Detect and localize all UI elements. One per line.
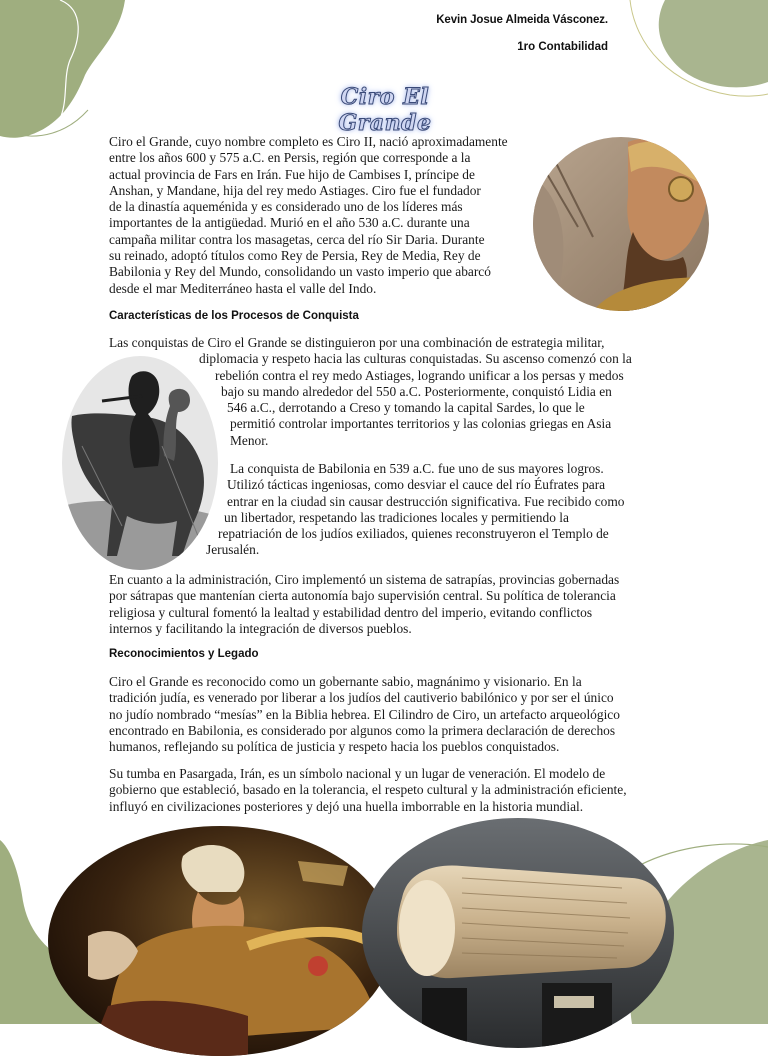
legacy-line: Ciro el Grande es reconocido como un gobernante sabio, magnánimo y visionario. En la [109, 674, 582, 689]
corner-blob-top-right [610, 0, 768, 110]
conquest-line: un libertador, respetando las tradiciones locales y permitiendo la [224, 509, 569, 525]
course-label: 1ro Contabilidad [517, 41, 608, 53]
intro-line: importantes de la antigüedad. Murió en el año 530 a.C. durante una [109, 215, 470, 231]
section-heading-legacy: Reconocimientos y Legado [109, 648, 259, 660]
conquest-line: repatriación de los judíos exiliados, quienes reconstruyeron el Templo de [218, 526, 609, 542]
intro-line: Anshan, y Mandane, hija del rey medo Astiages. Ciro fue el fundador [109, 182, 481, 198]
conquest-line: La conquista de Babilonia en 539 a.C. fue uno de sus mayores logros. [230, 461, 604, 476]
conquest-line: permitió controlar importantes territorios y las colonias griegas en Asia [230, 416, 612, 432]
administration-paragraph [109, 572, 669, 637]
author-name: Kevin Josue Almeida Vásconez. [436, 14, 608, 26]
administration-line: religiosa y cultural fomentó la lealtad y estabilidad dentro del imperio, evitando conflictos [109, 604, 593, 620]
conquest-line: entrar en la ciudad sin causar destrucción significativa. Fue recibido como [227, 493, 625, 509]
legacy-line: gobierno que estableció, basado en la tolerancia, el respeto cultural y la administración eficiente, [109, 782, 627, 798]
intro-line: Ciro el Grande, cuyo nombre completo es Ciro II, nació aproximadamente [109, 134, 508, 149]
conquest-line: Menor. [230, 432, 269, 448]
administration-line: internos y facilitando la integración de diversos pueblos. [109, 620, 412, 636]
intro-line: Babilonia y Rey del Mundo, consolidando un vasto imperio que abarcó [109, 264, 491, 280]
intro-line: desde el mar Mediterráneo hasta el valle del Indo. [109, 280, 377, 296]
intro-line: de la dinastía aqueménida y es considerado uno de los líderes más [109, 199, 463, 215]
legacy-line: tradición judía, es venerado por liberar a los judíos del cautiverio babilónico y por ser el único [109, 690, 614, 706]
conquest-line: Las conquistas de Ciro el Grande se distinguieron por una combinación de estrategia militar, [109, 335, 605, 350]
intro-line: entre los años 600 y 575 a.C. en Persis, región que corresponde a la [109, 150, 471, 166]
intro-line: campaña militar contra los masagetas, cerca del río Sir Daria. Durante [109, 231, 485, 247]
conquest-line: Utilizó tácticas ingeniosas, como desviar el cauce del río Éufrates para [227, 477, 606, 493]
cyrus-relief-image [533, 137, 709, 311]
intro-line: actual provincia de Fars en Irán. Fue hijo de Cambises I, príncipe de [109, 166, 475, 182]
intro-paragraph [109, 134, 539, 297]
conquest-line: 546 a.C., derrotando a Creso y tomando la capital Sardes, lo que le [227, 400, 585, 416]
cyrus-horse-engraving [62, 356, 218, 570]
corner-blob-top-left [0, 0, 170, 145]
administration-line: por sátrapas que mantenían cierta autonomía bajo supervisión central. Su política de tolerancia [109, 588, 616, 604]
conquest-line: bajo su mando alrededor del 550 a.C. Posteriormente, conquistó Lidia en [221, 383, 612, 399]
intro-line: su reinado, adoptó títulos como Rey de Persia, Rey de Media, Rey de [109, 248, 481, 264]
legacy-line: Su tumba en Pasargada, Irán, es un símbolo nacional y un lugar de veneración. El modelo de [109, 766, 606, 781]
administration-line: En cuanto a la administración, Ciro implementó un sistema de satrapías, provincias gobernadas [109, 572, 620, 587]
belshazzar-feast-painting [48, 826, 393, 1056]
legacy-paragraph-2 [109, 766, 669, 815]
legacy-line: encontrado en Babilonia, es considerado por algunos como la primera declaración de derechos [109, 722, 616, 738]
page-title: Ciro El Grande [338, 84, 432, 136]
conquest-line: rebelión contra el rey medo Astiages, logrando unificar a los persas y medos [215, 367, 624, 383]
legacy-line: humanos, reflejando su política de justicia y respeto hacia los pueblos conquistados. [109, 739, 560, 755]
legacy-line: influyó en civilizaciones posteriores y dejó una huella imborrable en la historia mundial. [109, 798, 584, 814]
legacy-paragraph-1 [109, 674, 669, 755]
section-heading-conquest: Características de los Procesos de Conquista [109, 310, 359, 322]
conquest-line: Jerusalén. [206, 542, 260, 558]
conquest-line: diplomacia y respeto hacia las culturas conquistadas. Su ascenso comenzó con la [199, 351, 632, 367]
legacy-line: no judío nombrado “mesías” en la Biblia hebrea. El Cilindro de Ciro, un artefacto arqueológico [109, 706, 620, 722]
cyrus-cylinder-photo [362, 818, 674, 1048]
